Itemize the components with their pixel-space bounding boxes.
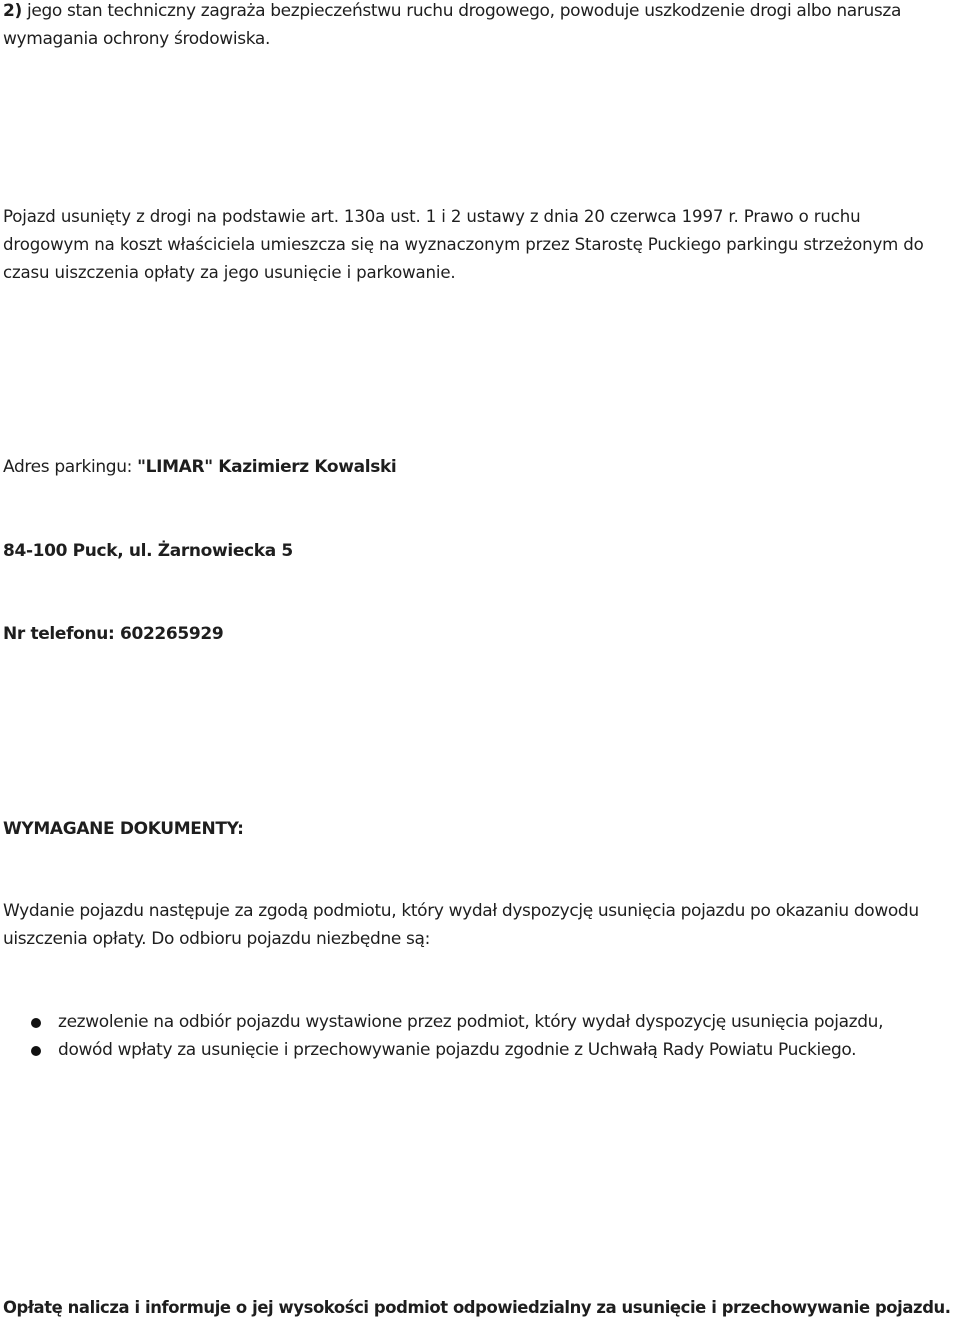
- release-paragraph: Wydanie pojazdu następuje za zgodą podmiotu, który wydał dyspozycję usunięcia pojazdu po okazaniu dowodu uiszczenia opłaty. Do odbioru pojazdu niezbędne są:: [3, 901, 919, 949]
- list-item: [3, 1036, 948, 1064]
- list-item-text: dowód wpłaty za usunięcie i przechowywanie pojazdu zgodnie z Uchwałą Rady Powiatu Puckiego.: [58, 1040, 857, 1060]
- documents-list: [3, 1008, 948, 1064]
- address-label: Adres parkingu:: [3, 457, 138, 477]
- list-item: [3, 1008, 948, 1036]
- address-name: "LIMAR" Kazimierz Kowalski: [137, 457, 397, 477]
- documents-heading: WYMAGANE DOKUMENTY:: [3, 819, 244, 839]
- phone-line: [3, 620, 223, 648]
- item-text: jego stan techniczny zagraża bezpieczeństwu ruchu drogowego, powoduje uszkodzenie drogi albo narusza wymagania ochrony środowiska.: [3, 1, 902, 49]
- parking-address: [3, 453, 396, 481]
- item-number: 2): [3, 1, 22, 21]
- fee-note: Opłatę nalicza i informuje o jej wysokości podmiot odpowiedzialny za usunięcie i przechowywanie pojazdu.: [3, 1298, 951, 1317]
- list-item-text: zezwolenie na odbiór pojazdu wystawione przez podmiot, który wydał dyspozycję usunięcia pojazdu,: [58, 1012, 884, 1032]
- legal-paragraph: Pojazd usunięty z drogi na podstawie art. 130a ust. 1 i 2 ustawy z dnia 20 czerwca 1997 r. Prawo o ruchu drogowym na koszt właściciela umieszcza się na wyznaczonym przez Starostę Puckiego parkingu strzeżonym do czasu uiszczenia opłaty za jego usunięcie i parkowanie.: [3, 207, 924, 282]
- parking-city-street: 84-100 Puck, ul. Żarnowiecka 5: [3, 541, 293, 561]
- list-item-2: [3, 0, 948, 53]
- phone-number: 602265929: [120, 624, 224, 644]
- phone-label: Nr telefonu:: [3, 624, 120, 644]
- bullet-icon: [31, 1046, 41, 1056]
- bullet-icon: [31, 1018, 41, 1028]
